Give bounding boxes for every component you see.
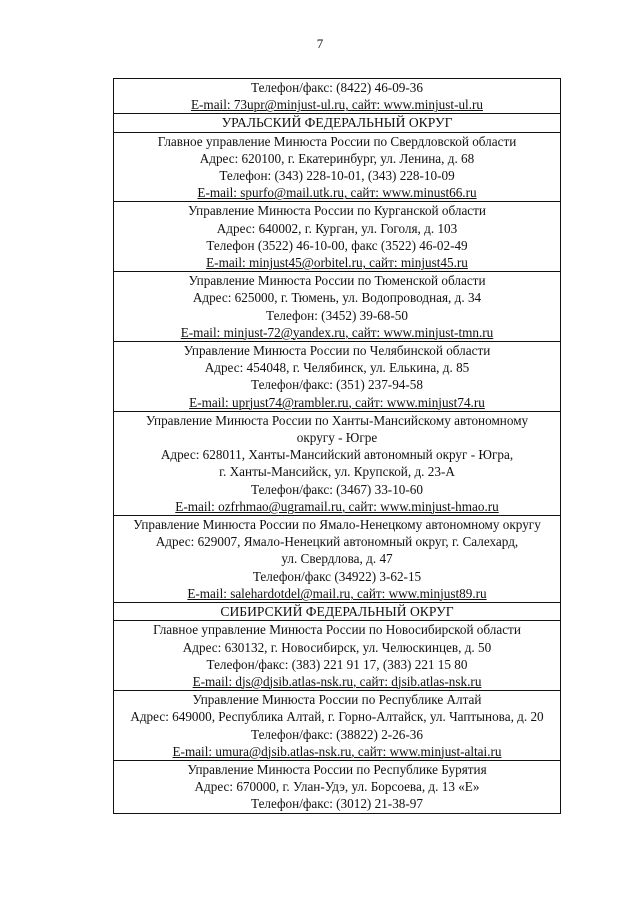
office-name: Главное управление Минюста России по Новосибирской области xyxy=(153,622,521,638)
address-line: Адрес: 629007, Ямало-Ненецкий автономный округ, г. Салехард, xyxy=(155,534,519,550)
district-title: УРАЛЬСКИЙ ФЕДЕРАЛЬНЫЙ ОКРУГ xyxy=(221,115,453,131)
office-entry-row xyxy=(114,411,561,515)
entry-line: г. Ханты-Мансийск, ул. Крупской, д. 23-А xyxy=(219,464,455,480)
email-line: E-mail: umura@djsib.atlas-nsk.ru, сайт: www.minjust-altai.ru xyxy=(172,743,502,759)
office-name: Управление Минюста России по Челябинской области xyxy=(183,343,491,359)
office-entry-row xyxy=(114,760,561,813)
phone-line: Телефон (3522) 46-10-00, факс (3522) 46-02-49 xyxy=(206,237,468,253)
office-entry-cell xyxy=(114,621,561,691)
district-header-cell xyxy=(114,114,561,132)
contacts-table xyxy=(113,78,561,814)
address-line: Адрес: 640002, г. Курган, ул. Гоголя, д. 103 xyxy=(216,220,458,236)
address-line: Адрес: 625000, г. Тюмень, ул. Водопроводная, д. 34 xyxy=(192,290,482,306)
office-entry-cell xyxy=(114,411,561,515)
office-entry-row xyxy=(114,691,561,761)
email-line: E-mail: uprjust74@rambler.ru, сайт: www.minjust74.ru xyxy=(189,394,485,410)
page-number: 7 xyxy=(316,36,324,51)
office-name: Управление Минюста России по Тюменской области xyxy=(188,273,486,289)
office-entry-cell xyxy=(114,79,561,114)
office-entry-cell xyxy=(114,691,561,761)
phone-line: Телефон/факс (34922) 3-62-15 xyxy=(252,568,422,584)
phone-line: Телефон/факс: (383) 221 91 17, (383) 221 15 80 xyxy=(206,656,468,672)
district-header-cell xyxy=(114,603,561,621)
office-entry-row xyxy=(114,79,561,114)
office-entry-cell xyxy=(114,132,561,202)
email-line: E-mail: minjust-72@yandex.ru, сайт: www.minjust-tmn.ru xyxy=(180,324,494,340)
phone-line: Телефон: (3452) 39-68-50 xyxy=(266,307,408,323)
email-line: E-mail: 73upr@minjust-ul.ru, сайт: www.minjust-ul.ru xyxy=(190,97,483,113)
entry-line: округу - Югре xyxy=(296,430,378,446)
address-line: Адрес: 454048, г. Челябинск, ул. Елькина, д. 85 xyxy=(204,360,470,376)
office-entry-row xyxy=(114,202,561,272)
email-line: E-mail: djs@djsib.atlas-nsk.ru, сайт: djsib.atlas-nsk.ru xyxy=(192,673,482,689)
phone-line: Телефон/факс: (38822) 2-26-36 xyxy=(251,726,423,742)
office-entry-row xyxy=(114,272,561,342)
office-entry-cell xyxy=(114,272,561,342)
office-entry-cell xyxy=(114,516,561,603)
email-line: E-mail: spurfo@mail.utk.ru, сайт: www.minust66.ru xyxy=(197,185,477,201)
office-entry-row xyxy=(114,342,561,412)
district-header-row xyxy=(114,114,561,132)
office-entry-cell xyxy=(114,202,561,272)
entry-line: ул. Свердлова, д. 47 xyxy=(281,551,393,567)
phone-line: Телефон/факс: (351) 237-94-58 xyxy=(251,377,423,393)
address-line: Адрес: 628011, Ханты-Мансийский автономный округ - Югра, xyxy=(160,447,514,463)
office-name: Главное управление Минюста России по Свердловской области xyxy=(157,133,517,149)
office-name: Управление Минюста России по Республике Бурятия xyxy=(187,761,487,777)
contacts-table-body xyxy=(114,79,561,814)
office-name: Управление Минюста России по Республике Алтай xyxy=(192,692,482,708)
office-entry-row xyxy=(114,516,561,603)
phone-line: Телефон: (343) 228-10-01, (343) 228-10-09 xyxy=(219,168,455,184)
address-line: Адрес: 649000, Республика Алтай, г. Горно-Алтайск, ул. Чаптынова, д. 20 xyxy=(130,709,544,725)
email-line: E-mail: ozfrhmao@ugramail.ru, сайт: www.minjust-hmao.ru xyxy=(175,498,499,514)
office-entry-row xyxy=(114,132,561,202)
phone-line: Телефон/факс: (3467) 33-10-60 xyxy=(251,481,423,497)
office-name: Управление Минюста России по Ямало-Ненецкому автономному округу xyxy=(133,517,541,533)
address-line: Адрес: 620100, г. Екатеринбург, ул. Ленина, д. 68 xyxy=(199,150,475,166)
office-entry-cell xyxy=(114,760,561,813)
phone-line: Телефон/факс: (3012) 21-38-97 xyxy=(251,796,423,812)
address-line: Адрес: 630132, г. Новосибирск, ул. Челюскинцев, д. 50 xyxy=(182,639,492,655)
office-entry-cell xyxy=(114,342,561,412)
district-title: СИБИРСКИЙ ФЕДЕРАЛЬНЫЙ ОКРУГ xyxy=(220,604,454,620)
phone-line: Телефон/факс: (8422) 46-09-36 xyxy=(251,80,423,95)
email-line: E-mail: salehardotdel@mail.ru, сайт: www.minjust89.ru xyxy=(187,585,487,601)
office-name: Управление Минюста России по Курганской области xyxy=(188,203,486,219)
office-name: Управление Минюста России по Ханты-Мансийскому автономному xyxy=(145,412,529,428)
address-line: Адрес: 670000, г. Улан-Удэ, ул. Борсоева, д. 13 «Е» xyxy=(194,779,480,795)
office-entry-row xyxy=(114,621,561,691)
email-line: E-mail: minjust45@orbitel.ru, сайт: minjust45.ru xyxy=(206,255,468,271)
district-header-row xyxy=(114,603,561,621)
